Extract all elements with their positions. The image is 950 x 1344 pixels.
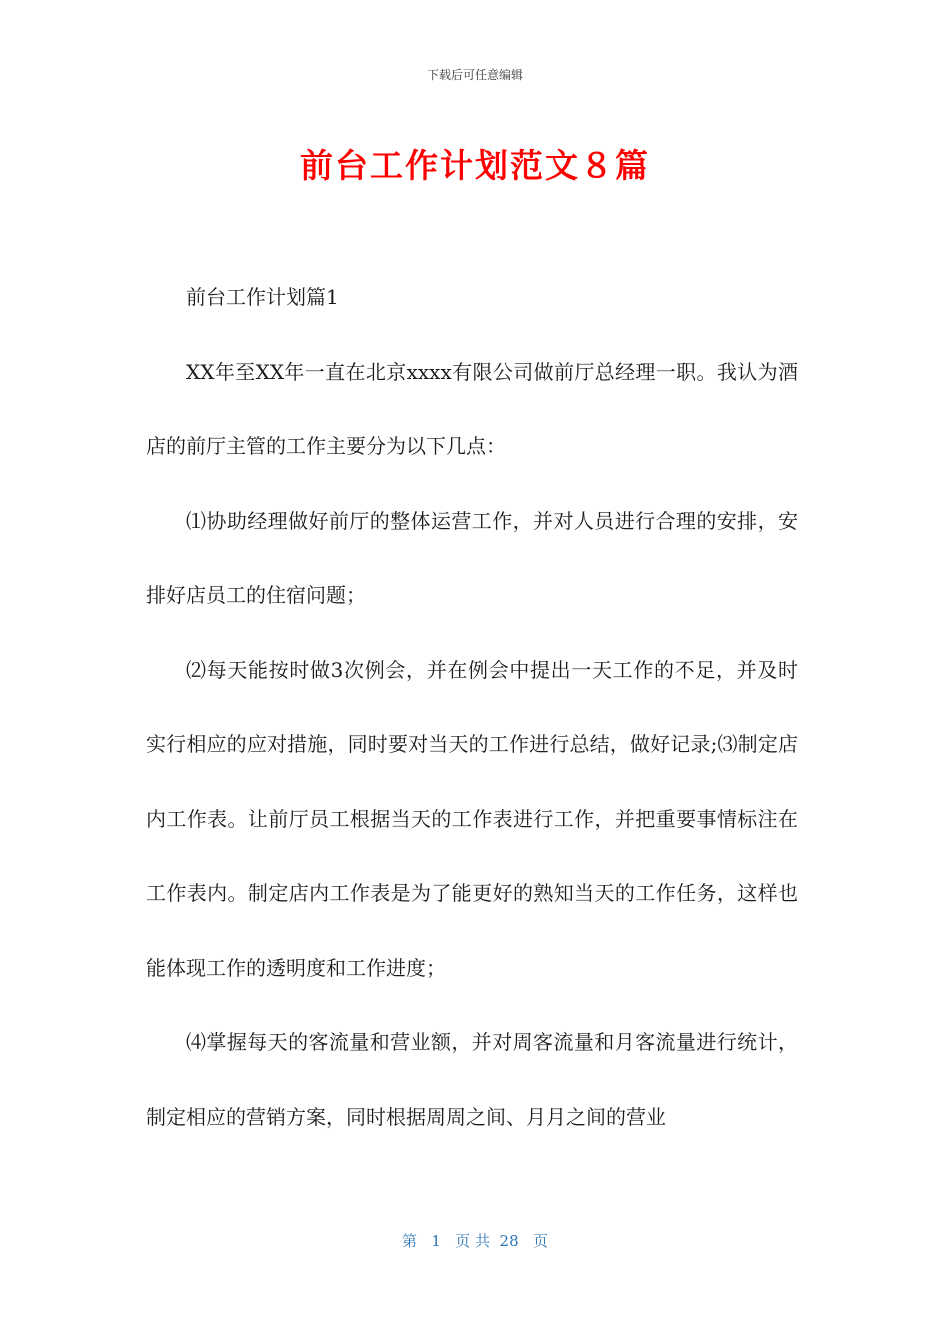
page-footer (0, 1230, 950, 1251)
document-title: 前台工作计划范文８篇 (300, 146, 650, 185)
document-body (146, 260, 798, 1154)
header-note: 下载后可任意编辑 (426, 68, 523, 82)
footer-suffix: 页 (532, 1232, 548, 1250)
body-paragraph: XX年至XX年一直在北京xxxx有限公司做前厅总经理一职。我认为酒店的前厅主管的工作主要分为以下几点： (146, 359, 798, 458)
footer-prefix: 第 (402, 1232, 418, 1250)
total-pages-number: 28 (499, 1232, 519, 1250)
body-paragraph: ⑴协助经理做好前厅的整体运营工作，并对人员进行合理的安排，安排好店员工的住宿问题； (146, 508, 798, 607)
footer-mid: 页 共 (455, 1232, 490, 1250)
body-paragraph: ⑵每天能按时做3次例会，并在例会中提出一天工作的不足，并及时实行相应的应对措施，同时要对当天的工作进行总结，做好记录;⑶制定店内工作表。让前厅员工根据当天的工作表进行工作，并把重要事情标注在工作表内。制定店内工作表是为了能更好的熟知当天的工作任务，这样也能体现工作的透明度和工作进度； (146, 657, 798, 980)
current-page-number: 1 (431, 1232, 441, 1250)
section-heading: 前台工作计划篇1 (186, 285, 339, 309)
body-paragraph: ⑷掌握每天的客流量和营业额，并对周客流量和月客流量进行统计，制定相应的营销方案，同时根据周周之间、月月之间的营业 (146, 1030, 798, 1129)
